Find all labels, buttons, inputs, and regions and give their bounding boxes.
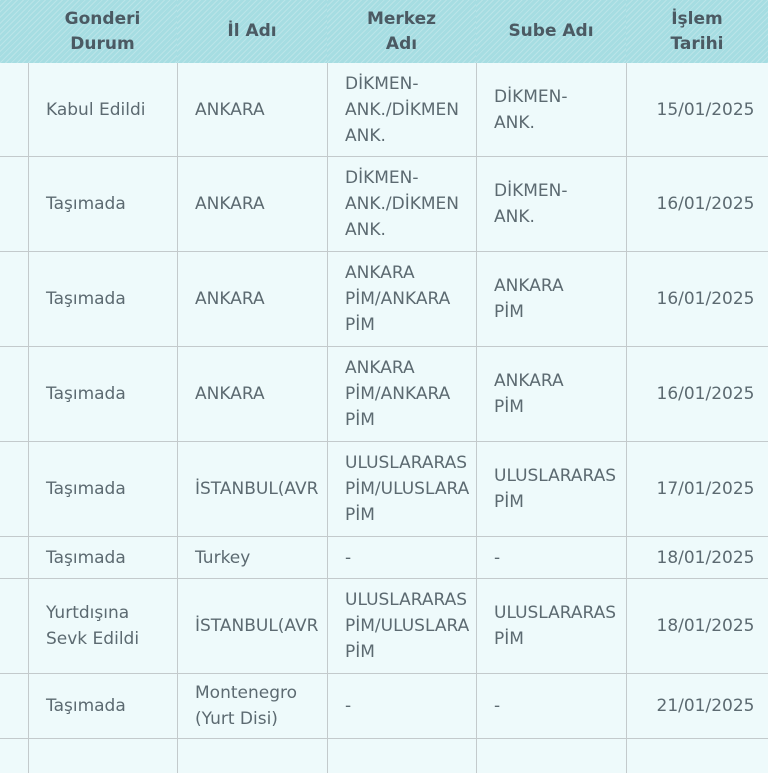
row-5-il: İSTANBUL(AVR: [177, 442, 327, 537]
header-sube-adi: Sube Adı: [476, 0, 626, 63]
row-1-tarih: 15/01/2025: [626, 63, 768, 157]
row-8-gutter: [0, 674, 28, 739]
row-6-durum: Taşımada: [28, 537, 177, 579]
row-1-merkez: DİKMEN- ANK./DİKMEN ANK.: [327, 63, 476, 157]
row-6-sube: -: [476, 537, 626, 579]
header-gonderi-durum: Gonderi Durum: [28, 0, 177, 63]
row-8-il: Montenegro (Yurt Disi): [177, 674, 327, 739]
header-il-adi: İl Adı: [177, 0, 327, 63]
row-5-merkez: ULUSLARARAS PİM/ULUSLARA PİM: [327, 442, 476, 537]
row-5-sube: ULUSLARARAS PİM: [476, 442, 626, 537]
row-1-il: ANKARA: [177, 63, 327, 157]
row-6-tarih: 18/01/2025: [626, 537, 768, 579]
row-4-il: ANKARA: [177, 347, 327, 442]
row-7-il: İSTANBUL(AVR: [177, 579, 327, 674]
row-7-durum: Yurtdışına Sevk Edildi: [28, 579, 177, 674]
row-2-durum: Taşımada: [28, 157, 177, 252]
row-6-il: Turkey: [177, 537, 327, 579]
row-5-tarih: 17/01/2025: [626, 442, 768, 537]
row-1-gutter: [0, 63, 28, 157]
row-7-gutter: [0, 579, 28, 674]
row-6-merkez: -: [327, 537, 476, 579]
row-6-gutter: [0, 537, 28, 579]
row-7-sube: ULUSLARARAS PİM: [476, 579, 626, 674]
row-7-merkez: ULUSLARARAS PİM/ULUSLARA PİM: [327, 579, 476, 674]
row-1-sube: DİKMEN- ANK.: [476, 63, 626, 157]
row-2-merkez: DİKMEN- ANK./DİKMEN ANK.: [327, 157, 476, 252]
row-2-tarih: 16/01/2025: [626, 157, 768, 252]
row-3-sube: ANKARA PİM: [476, 252, 626, 347]
row-4-durum: Taşımada: [28, 347, 177, 442]
header-gutter: [0, 0, 28, 63]
header-merkez-adi: Merkez Adı: [327, 0, 476, 63]
row-2-gutter: [0, 157, 28, 252]
row-4-merkez: ANKARA PİM/ANKARA PİM: [327, 347, 476, 442]
row-2-sube: DİKMEN- ANK.: [476, 157, 626, 252]
row-4-gutter: [0, 347, 28, 442]
row-4-sube: ANKARA PİM: [476, 347, 626, 442]
row-3-gutter: [0, 252, 28, 347]
row-8-sube: -: [476, 674, 626, 739]
row-8-merkez: -: [327, 674, 476, 739]
row-4-tarih: 16/01/2025: [626, 347, 768, 442]
row-8-tarih: 21/01/2025: [626, 674, 768, 739]
row-5-durum: Taşımada: [28, 442, 177, 537]
header-islem-tarihi: İşlem Tarihi: [626, 0, 768, 63]
row-5-gutter: [0, 442, 28, 537]
row-8-durum: Taşımada: [28, 674, 177, 739]
row-3-tarih: 16/01/2025: [626, 252, 768, 347]
row-3-durum: Taşımada: [28, 252, 177, 347]
row-3-merkez: ANKARA PİM/ANKARA PİM: [327, 252, 476, 347]
row-2-il: ANKARA: [177, 157, 327, 252]
row-1-durum: Kabul Edildi: [28, 63, 177, 157]
row-7-tarih: 18/01/2025: [626, 579, 768, 674]
row-3-il: ANKARA: [177, 252, 327, 347]
